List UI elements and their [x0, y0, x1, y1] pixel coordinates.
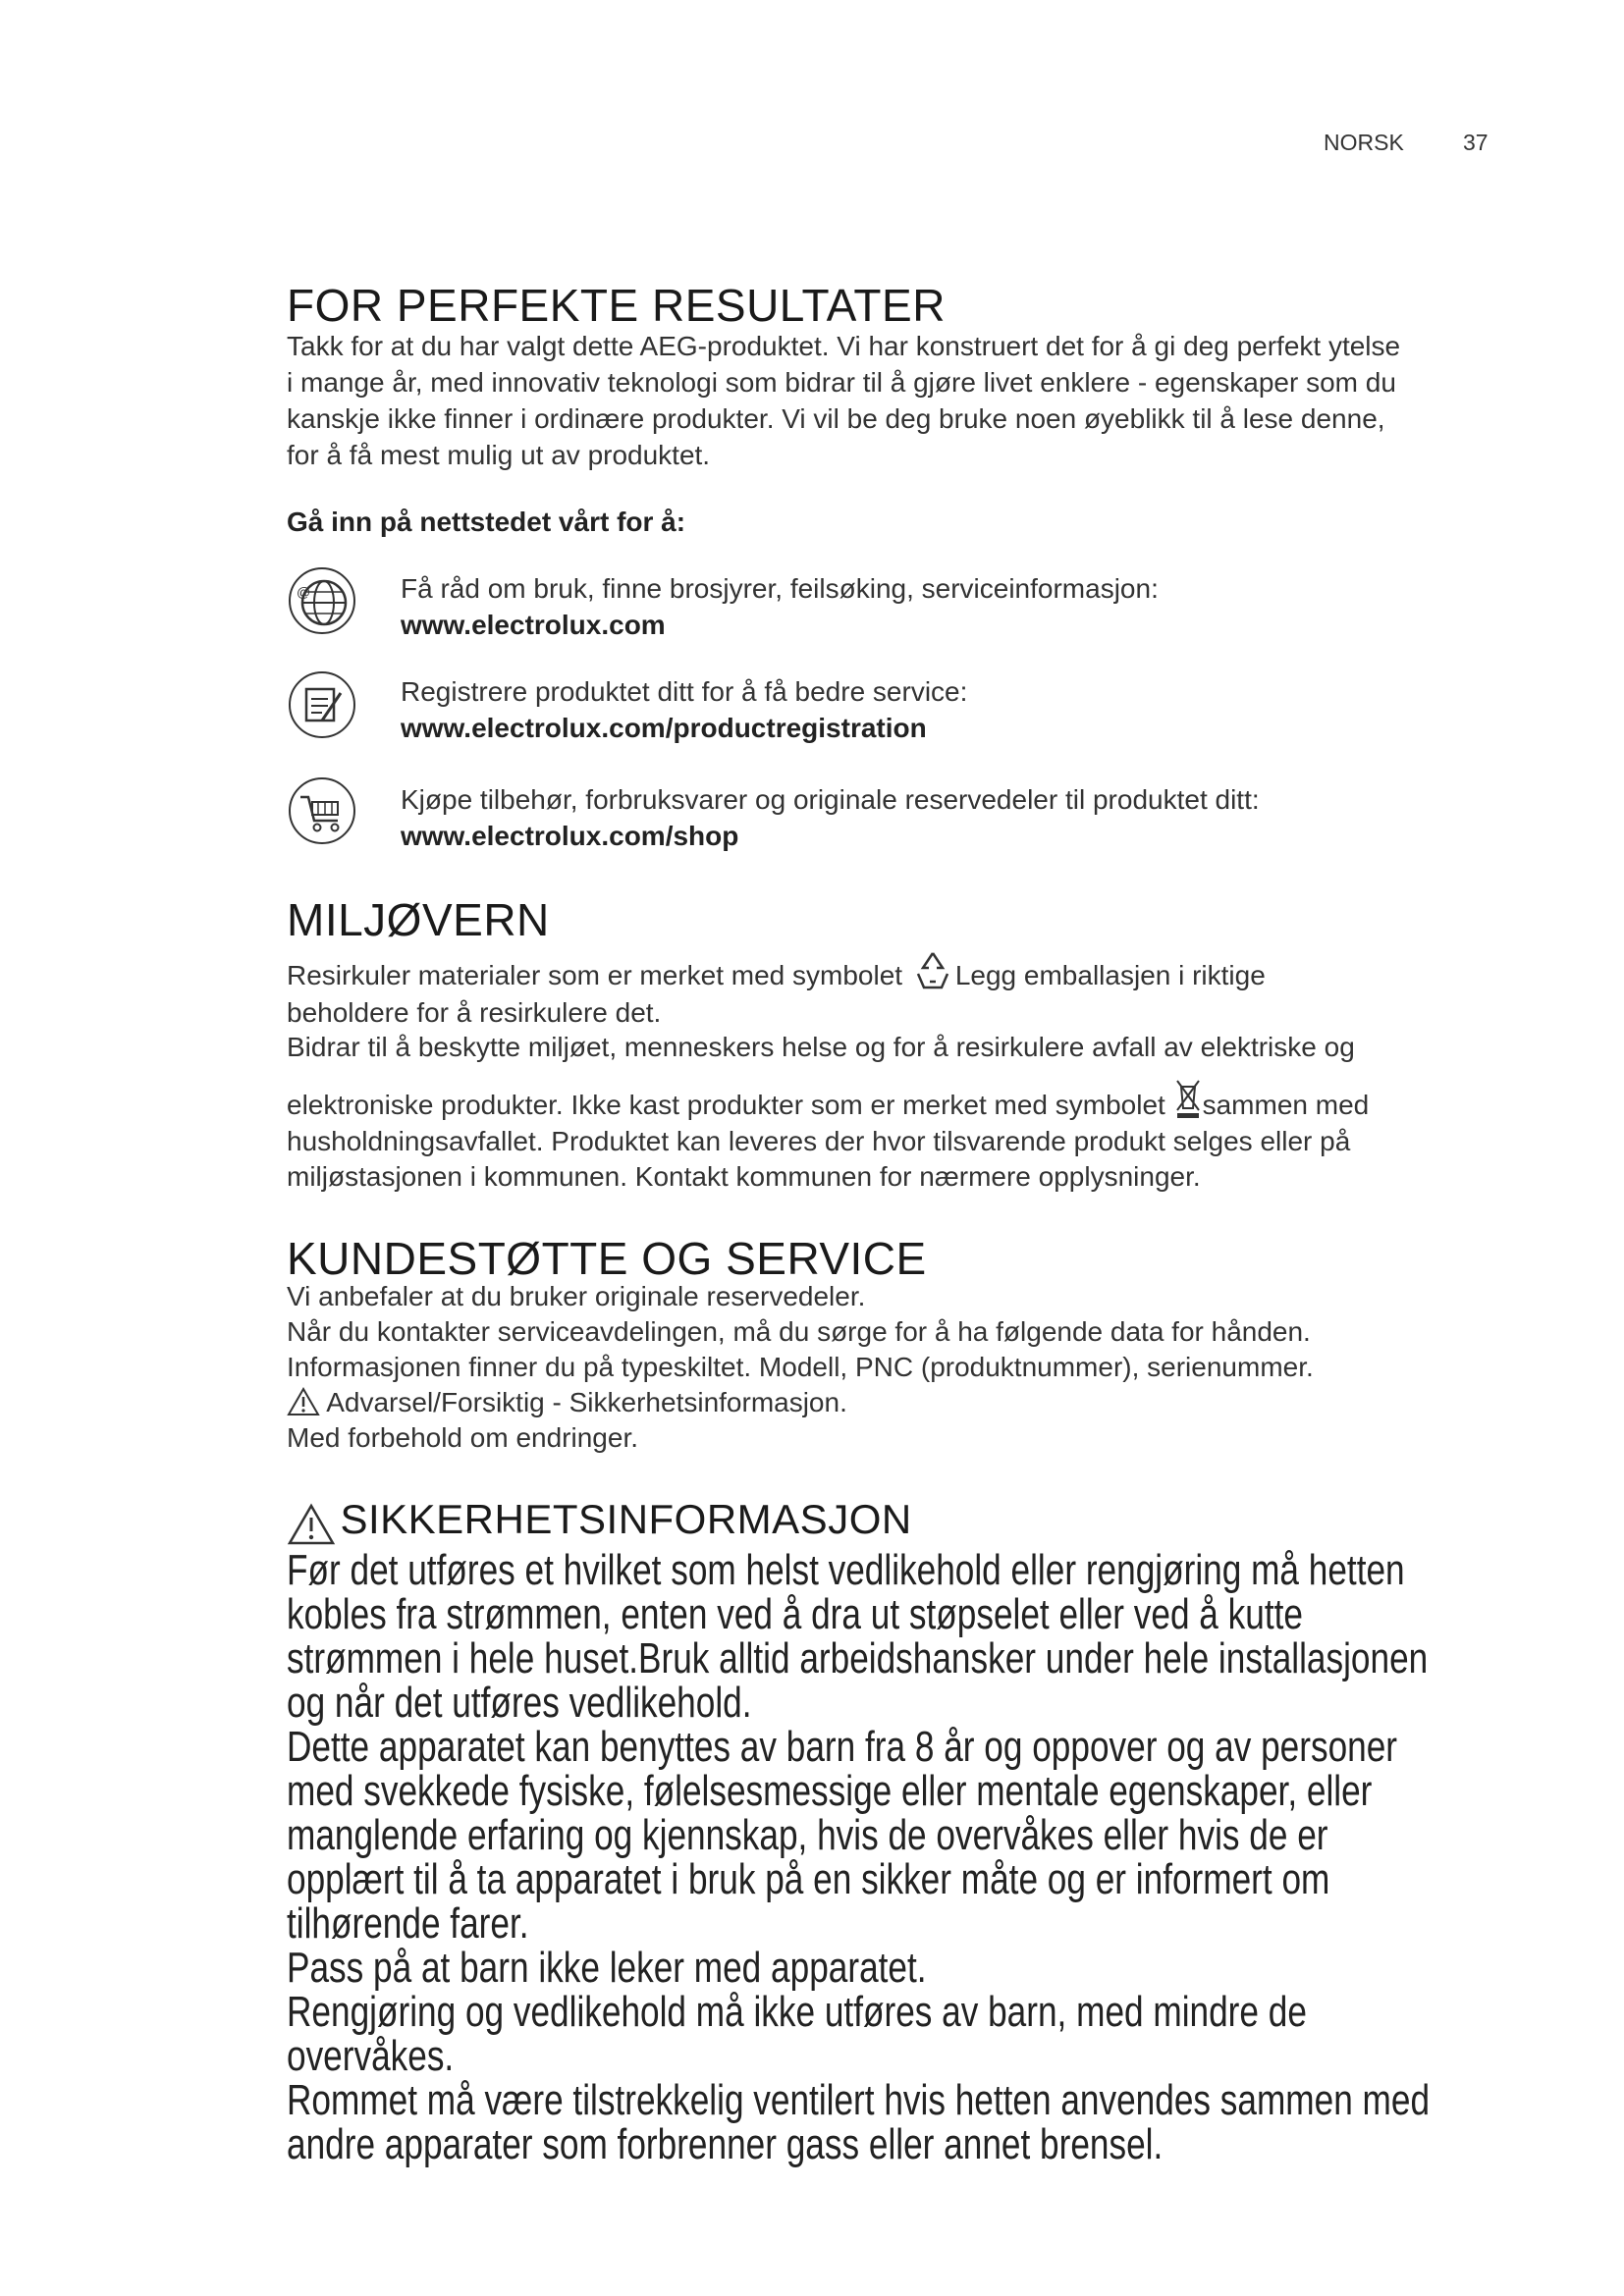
environment-line: husholdningsavfallet. Produktet kan leveres der hvor tilsvarende produkt selges eller på: [287, 1126, 1351, 1156]
safety-line: Før det utføres et hvilket som helst vedlikehold eller rengjøring må hetten: [287, 1546, 1405, 1594]
support-text: Advarsel/Forsiktig - Sikkerhetsinformasjon.: [326, 1387, 847, 1417]
website-link[interactable]: www.electrolux.com/productregistration: [401, 713, 927, 743]
environment-line: [287, 1087, 1369, 1123]
weee-bin-icon: [1173, 1077, 1203, 1120]
safety-paragraph: [287, 1548, 1624, 2166]
safety-heading: [287, 1496, 912, 1546]
support-line: Vi anbefaler at du bruker originale reservedeler.: [287, 1281, 866, 1311]
environment-text: Resirkuler materialer som er merket med symbolet: [287, 960, 910, 990]
safety-line: Pass på at barn ikke leker med apparatet.: [287, 1944, 927, 1992]
safety-line: tilhørende farer.: [287, 1899, 529, 1948]
recycle-icon: [910, 948, 955, 993]
environment-title: MILJØVERN: [287, 894, 550, 945]
website-link[interactable]: www.electrolux.com/shop: [401, 821, 739, 851]
website-item-text: Få råd om bruk, finne brosjyrer, feilsøking, serviceinformasjon:: [401, 573, 1159, 604]
warning-icon: [287, 1387, 320, 1416]
environment-text: Legg emballasjen i riktige: [954, 960, 1266, 990]
environment-line: Bidrar til å beskytte miljøet, menneskers helse og for å resirkulere avfall av elektriske og: [287, 1032, 1355, 1062]
website-item-text: Registrere produktet ditt for å få bedre service:: [401, 676, 968, 707]
shopping-cart-icon: [287, 775, 357, 846]
safety-title: SIKKERHETSINFORMASJON: [340, 1496, 912, 1542]
page-number: 37: [1463, 130, 1489, 155]
svg-text:@: @: [297, 584, 311, 600]
environment-line: [287, 957, 1266, 993]
support-line: Når du kontakter serviceavdelingen, må du sørge for å ha følgende data for hånden.: [287, 1316, 1311, 1347]
safety-line: andre apparater som forbrenner gass eller annet brensel.: [287, 2120, 1164, 2168]
safety-line: Rommet må være tilstrekkelig ventilert hvis hetten anvendes sammen med: [287, 2076, 1431, 2124]
safety-line: Dette apparatet kan benyttes av barn fra 8 år og oppover og av personer: [287, 1723, 1398, 1771]
environment-text: sammen med: [1202, 1090, 1370, 1120]
safety-line: og når det utføres vedlikehold.: [287, 1679, 752, 1727]
website-heading: Gå inn på nettstedet vårt for å:: [287, 507, 686, 537]
environment-text: elektroniske produkter. Ikke kast produkter som er merket med symbolet: [287, 1090, 1173, 1120]
header-language: NORSK: [1324, 130, 1404, 155]
environment-line: miljøstasjonen i kommunen. Kontakt kommunen for nærmere opplysninger.: [287, 1161, 1201, 1192]
intro-paragraph: [287, 328, 1400, 473]
safety-line: kobles fra strømmen, enten ved å dra ut støpselet eller ved å kutte: [287, 1590, 1303, 1638]
support-line: Med forbehold om endringer.: [287, 1422, 638, 1453]
safety-line: manglende erfaring og kjennskap, hvis de overvåkes eller hvis de er: [287, 1811, 1328, 1859]
globe-icon: [287, 565, 357, 636]
intro-title: FOR PERFEKTE RESULTATER: [287, 280, 946, 331]
intro-line: Takk for at du har valgt dette AEG-produktet. Vi har konstruert det for å gi deg perfekt ytelse: [287, 331, 1401, 361]
safety-line: opplært til å ta apparatet i bruk på en sikker måte og er informert om: [287, 1855, 1330, 1903]
intro-line: for å få mest mulig ut av produktet.: [287, 440, 711, 470]
intro-line: kanskje ikke finner i ordinære produkter. Vi vil be deg bruke noen øyeblikk til å lese denne,: [287, 403, 1385, 434]
support-line: [287, 1384, 847, 1420]
website-item-text: Kjøpe tilbehør, forbruksvarer og originale reservedeler til produktet ditt:: [401, 784, 1260, 815]
safety-line: overvåkes.: [287, 2032, 455, 2080]
safety-line: Rengjøring og vedlikehold må ikke utføres av barn, med mindre de: [287, 1988, 1307, 2036]
intro-line: i mange år, med innovativ teknologi som bidrar til å gjøre livet enklere - egenskaper som du: [287, 367, 1396, 398]
support-line: Informasjonen finner du på typeskiltet. Modell, PNC (produktnummer), serienummer.: [287, 1352, 1314, 1382]
environment-line: beholdere for å resirkulere det.: [287, 997, 662, 1028]
warning-icon: [287, 1503, 336, 1546]
website-link[interactable]: www.electrolux.com: [401, 610, 666, 640]
registration-icon: [287, 669, 357, 740]
safety-line: strømmen i hele huset.Bruk alltid arbeidshansker under hele installasjonen: [287, 1634, 1429, 1682]
support-title: KUNDESTØTTE OG SERVICE: [287, 1233, 927, 1284]
safety-line: med svekkede fysiske, følelsesmessige eller mentale egenskaper, eller: [287, 1767, 1373, 1815]
